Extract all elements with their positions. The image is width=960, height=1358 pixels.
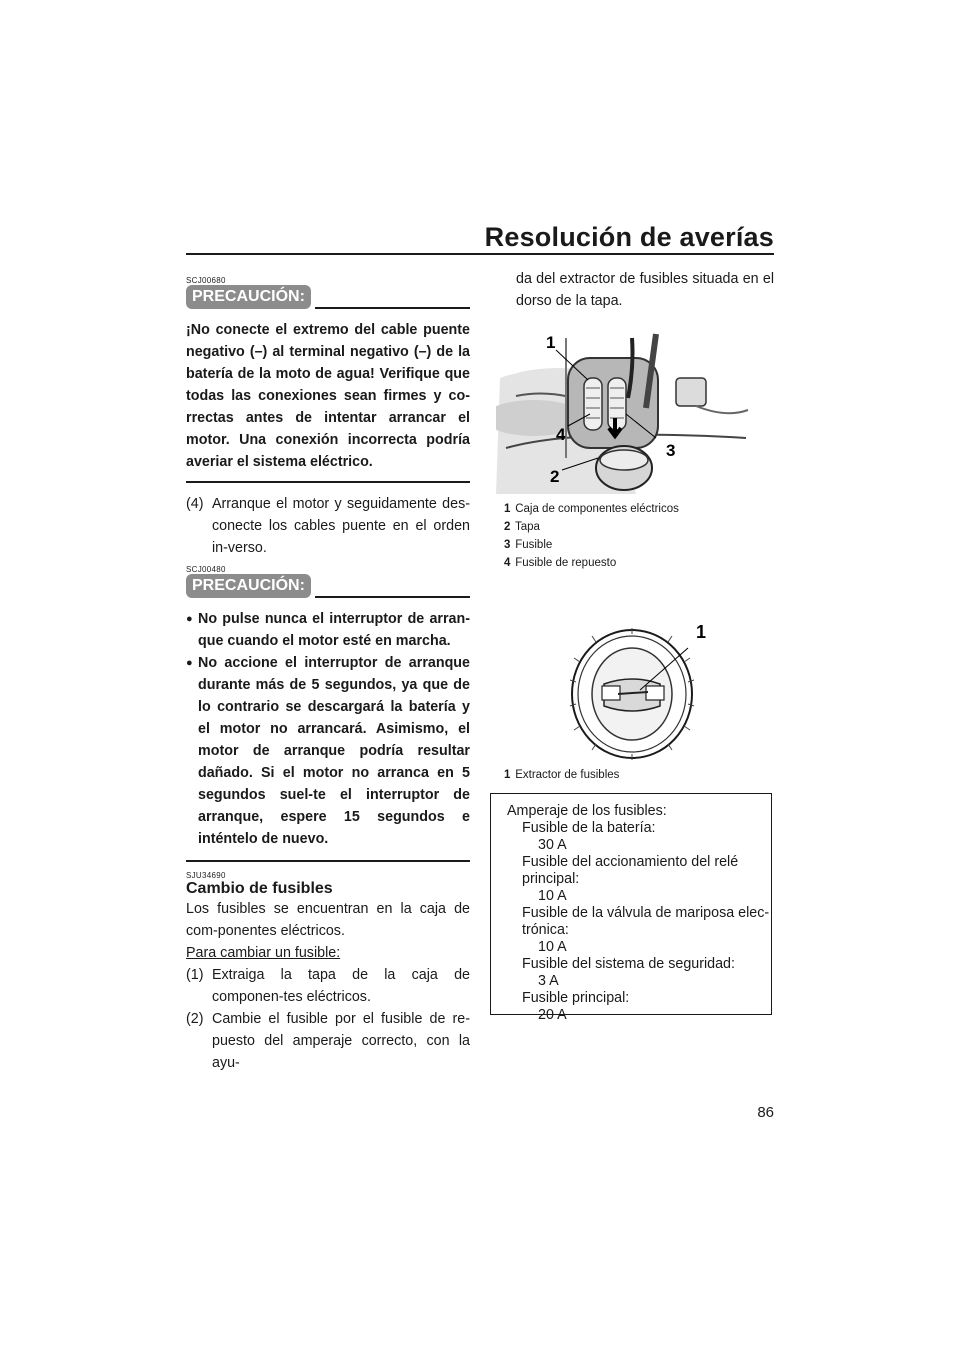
section-code: SJU34690 xyxy=(186,871,226,880)
page-title: Resolución de averías xyxy=(484,222,774,252)
section-intro: Los fusibles se encuentran en la caja de com-ponentes eléctricos. xyxy=(186,901,470,939)
caution-end-rule xyxy=(186,860,470,862)
figure-2-legend xyxy=(504,766,619,784)
caution-bullets xyxy=(186,608,470,850)
legend-item: 1 Extractor de fusibles xyxy=(504,769,620,781)
legend-item: 1 Caja de componentes eléctricos xyxy=(504,503,679,515)
caution-header xyxy=(186,285,470,313)
caution-header-rule xyxy=(315,307,470,309)
right-column xyxy=(490,268,774,312)
spec-name: Fusible del accionamiento del relé xyxy=(522,854,739,870)
spec-name: Fusible principal: xyxy=(522,990,630,1006)
figure-1-legend xyxy=(504,500,679,572)
step-2-continuation: da del extractor de fusibles situada en el dorso de la tapa. xyxy=(516,271,774,309)
spec-value: 30 A xyxy=(538,837,567,853)
fuse-puller-illustration xyxy=(560,612,720,762)
spec-value: 10 A xyxy=(538,939,567,955)
callout-4: 4 xyxy=(556,425,566,444)
legend-item: 3 Fusible xyxy=(504,539,553,551)
step-4 xyxy=(186,493,470,559)
caution-header-rule xyxy=(315,596,470,598)
callout-1: 1 xyxy=(696,622,707,642)
step-1: (1) Extraiga la tapa de la caja de componen-tes eléctricos. xyxy=(186,967,470,1005)
spec-name: principal: xyxy=(522,871,580,887)
step-text: Arranque el motor y seguidamente des-conecte los cables puente en el orden in-verso. xyxy=(212,496,470,556)
caution-end-rule xyxy=(186,481,470,483)
spec-title: Amperaje de los fusibles: xyxy=(507,803,667,819)
section-subhead: Para cambiar un fusible: xyxy=(186,945,341,961)
left-column xyxy=(186,276,470,1074)
caution-label: PRECAUCIÓN: xyxy=(186,574,311,598)
caution-code: SCJ00680 xyxy=(186,276,226,285)
fuse-box-photo xyxy=(496,318,750,494)
caution-code: SCJ00480 xyxy=(186,565,226,574)
caution-text: ¡No conecte el extremo del cable puente negativo (–) al terminal negativo (–) de la batería de la moto de agua! Verifique que todas las conexiones sean firmes y co-rrectas antes de intentar arrancar el motor. Una conexión incorrecta podría averiar el sistema eléctrico. xyxy=(186,322,470,470)
section-title: Cambio de fusibles xyxy=(186,880,333,897)
bullet-item: ● No pulse nunca el interruptor de arran-que cuando el motor esté en marcha. xyxy=(186,608,470,652)
spec-value: 20 A xyxy=(538,1007,567,1023)
caution-label: PRECAUCIÓN: xyxy=(186,285,311,309)
bullet-icon: ● xyxy=(186,657,193,669)
bullet-icon: ● xyxy=(186,613,193,625)
step-number: (4) xyxy=(186,496,204,512)
fuse-amperage-box xyxy=(490,793,772,1023)
legend-item: 4 Fusible de repuesto xyxy=(504,557,617,569)
callout-2: 2 xyxy=(550,467,560,486)
bullet-item: ● No accione el interruptor de arranque durante más de 5 segundos, ya que de lo contrario se descargará la batería y el motor no arrancará. Asimismo, el motor de arranque podría resultar dañado. Si el motor no arranca en 5 segundos suel-te el interruptor de arranque, espere 15 segundos e inténtelo de nuevo. xyxy=(186,652,470,850)
page-number: 86 xyxy=(757,1104,774,1121)
spec-name: Fusible del sistema de seguridad: xyxy=(522,956,735,972)
callout-3: 3 xyxy=(666,441,676,460)
step-2: (2) Cambie el fusible por el fusible de re-puesto del amperaje correcto, con la ayu- xyxy=(186,1011,470,1071)
spec-name: trónica: xyxy=(522,922,569,938)
legend-item: 2 Tapa xyxy=(504,521,540,533)
spec-name: Fusible de la válvula de mariposa elec- xyxy=(522,905,770,921)
caution-header xyxy=(186,574,470,602)
callout-1: 1 xyxy=(546,333,556,352)
spec-value: 10 A xyxy=(538,888,567,904)
header-divider xyxy=(186,253,774,255)
spec-value: 3 A xyxy=(538,973,559,989)
spec-name: Fusible de la batería: xyxy=(522,820,656,836)
